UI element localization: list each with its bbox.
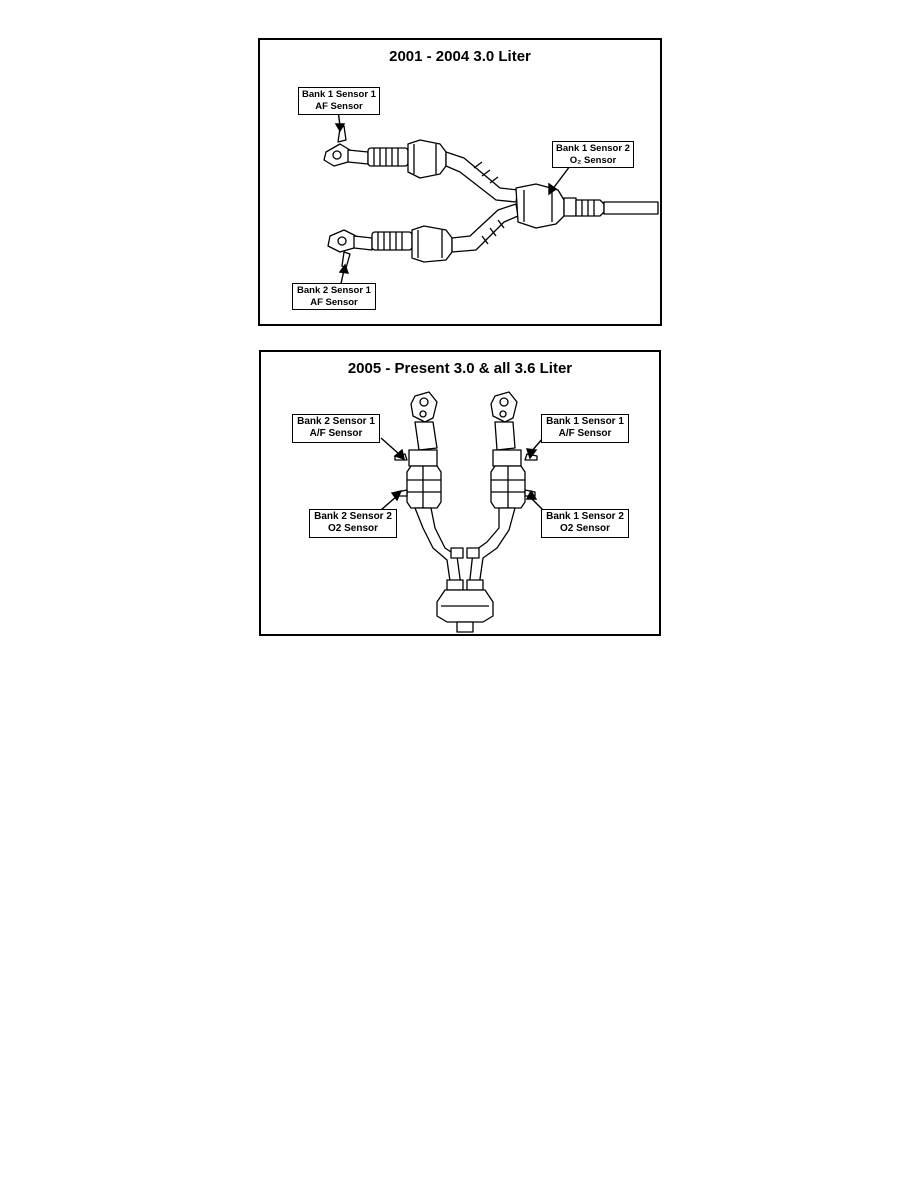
label-bank2-sensor1 [292,283,376,310]
exhaust-manifold-drawing [260,40,660,324]
label-line: Bank 1 Sensor 2 [546,511,624,522]
label-bank2-sensor2 [309,509,397,538]
label-line: Bank 1 Sensor 1 [546,416,624,427]
label-line: A/F Sensor [558,428,612,439]
diagram-2001-2004 [258,38,662,326]
label-bank1-sensor2 [541,509,629,538]
label-line: Bank 1 Sensor 1 [302,89,376,100]
label-line: O2 Sensor [559,523,611,534]
diagram-title: 2005 - Present 3.0 & all 3.6 Liter [347,360,573,377]
label-bank1-sensor1 [541,414,629,443]
label-line: O2 Sensor [327,523,379,534]
label-line: Bank 2 Sensor 2 [314,511,392,522]
label-line: AF Sensor [310,297,358,308]
label-line: A/F Sensor [309,428,363,439]
label-bank1-sensor2 [552,141,634,168]
label-line: AF Sensor [315,101,363,112]
label-bank1-sensor1 [298,87,380,115]
diagram-2005-present [259,350,661,636]
diagram-title: 2001 - 2004 3.0 Liter [389,48,531,65]
label-line: Bank 2 Sensor 1 [297,416,375,427]
label-bank2-sensor1 [292,414,380,443]
label-line: O₂ Sensor [569,155,617,166]
exhaust-manifold-drawing [261,352,659,634]
label-line: Bank 2 Sensor 1 [297,285,371,296]
label-line: Bank 1 Sensor 2 [556,143,630,154]
